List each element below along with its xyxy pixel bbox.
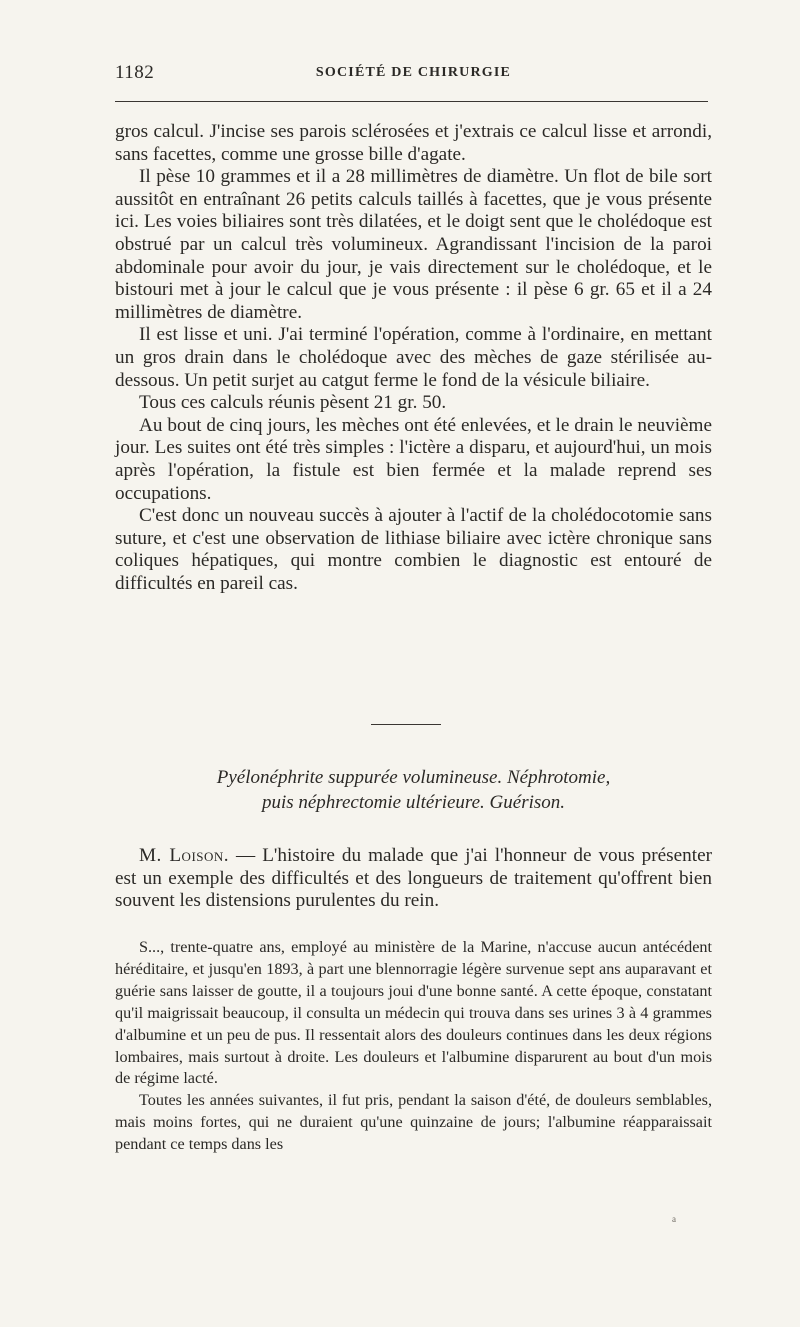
paragraph-1: gros calcul. J'incise ses parois sclérosées et j'extrais ce calcul lisse et arrondi, sans facettes, comme une grosse bille d'agate. bbox=[115, 121, 712, 165]
paragraph-4: Tous ces calculs réunis pèsent 21 gr. 50. bbox=[139, 392, 447, 414]
case-paragraph-1: S..., trente-quatre ans, employé au ministère de la Marine, n'accuse aucun antécédent héréditaire, et jusqu'en 1893, à part une blennorragie légère survenue sept ans auparavant et guérie sans laisser de goutte, il a toujours joui d'une bonne santé. A cette époque, constatant qu'il maigrissait beaucoup, il consulta un médecin qui trouva dans ses urines 3 à 4 grammes d'albumine et un peu de pus. Il ressentait alors des douleurs continues dans les deux régions lombaires, mais surtout à droite. Les douleurs et l'albumine disparurent au bout d'un mois de régime lacté. bbox=[115, 938, 712, 1088]
intro-text: — L'histoire du malade que j'ai l'honneur de vous présenter est un exemple des difficultés et des longueurs de traitement qu'offrent bien souvent les distensions purulentes du rein. bbox=[115, 845, 712, 912]
article-title-line-1: Pyélonéphrite suppurée volumineuse. Néphrotomie, bbox=[216, 767, 611, 788]
paragraph-6: C'est donc un nouveau succès à ajouter à l'actif de la cholédocotomie sans suture, et c'est une observation de lithiase biliaire avec ictère chronique sans coliques hépatiques, qui montre combien le diagnostic est entouré de difficultés en pareil cas. bbox=[115, 505, 712, 594]
article-intro bbox=[115, 845, 712, 913]
running-head bbox=[115, 62, 712, 90]
journal-title: SOCIÉTÉ DE CHIRURGIE bbox=[315, 65, 512, 80]
header-rule bbox=[115, 101, 708, 102]
previous-article-body bbox=[115, 121, 712, 595]
intro-paragraph bbox=[115, 845, 712, 913]
case-report bbox=[115, 937, 712, 1156]
section-divider bbox=[371, 724, 441, 725]
paragraph-3: Il est lisse et uni. J'ai terminé l'opération, comme à l'ordinaire, en mettant un gros drain dans le cholédoque avec des mèches de gaze stérilisée au-dessous. Un petit surjet au catgut ferme le fond de la vésicule biliaire. bbox=[115, 324, 712, 391]
paragraph-5: Au bout de cinq jours, les mèches ont été enlevées, et le drain le neuvième jour. Les suites ont été très simples : l'ictère a disparu, et aujourd'hui, un mois après l'opération, la fistule est bien fermée et la malade reprend ses occupations. bbox=[115, 414, 712, 504]
article-title-line-2: puis néphrectomie ultérieure. Guérison. bbox=[261, 792, 566, 813]
case-paragraph-2: Toutes les années suivantes, il fut pris, pendant la saison d'été, de douleurs semblables, mais moins fortes, qui ne duraient qu'une quinzaine de jours; l'albumine réapparaissait pendant ce temps dans les bbox=[115, 1091, 712, 1154]
page-number: 1182 bbox=[115, 62, 155, 83]
paragraph-2: Il pèse 10 grammes et il a 28 millimètres de diamètre. Un flot de bile sort aussitôt en entraînant 26 petits calculs taillés à facettes, que je vous présente ici. Les voies biliaires sont très dilatées, et le doigt sent que le cholédoque est obstrué par un calcul très volumineux. Agrandissant l'incision de la paroi abdominale pour avoir du jour, je vais directement sur le cholédoque, et le bistouri met à jour le calcul que je vous présente : il pèse 6 gr. 65 et il a 24 millimètres de diamètre. bbox=[115, 166, 712, 323]
speaker-name: M. Loison. bbox=[139, 845, 230, 866]
signature-mark: a bbox=[672, 1214, 676, 1224]
document-page bbox=[115, 0, 712, 1327]
article-title bbox=[115, 765, 712, 815]
